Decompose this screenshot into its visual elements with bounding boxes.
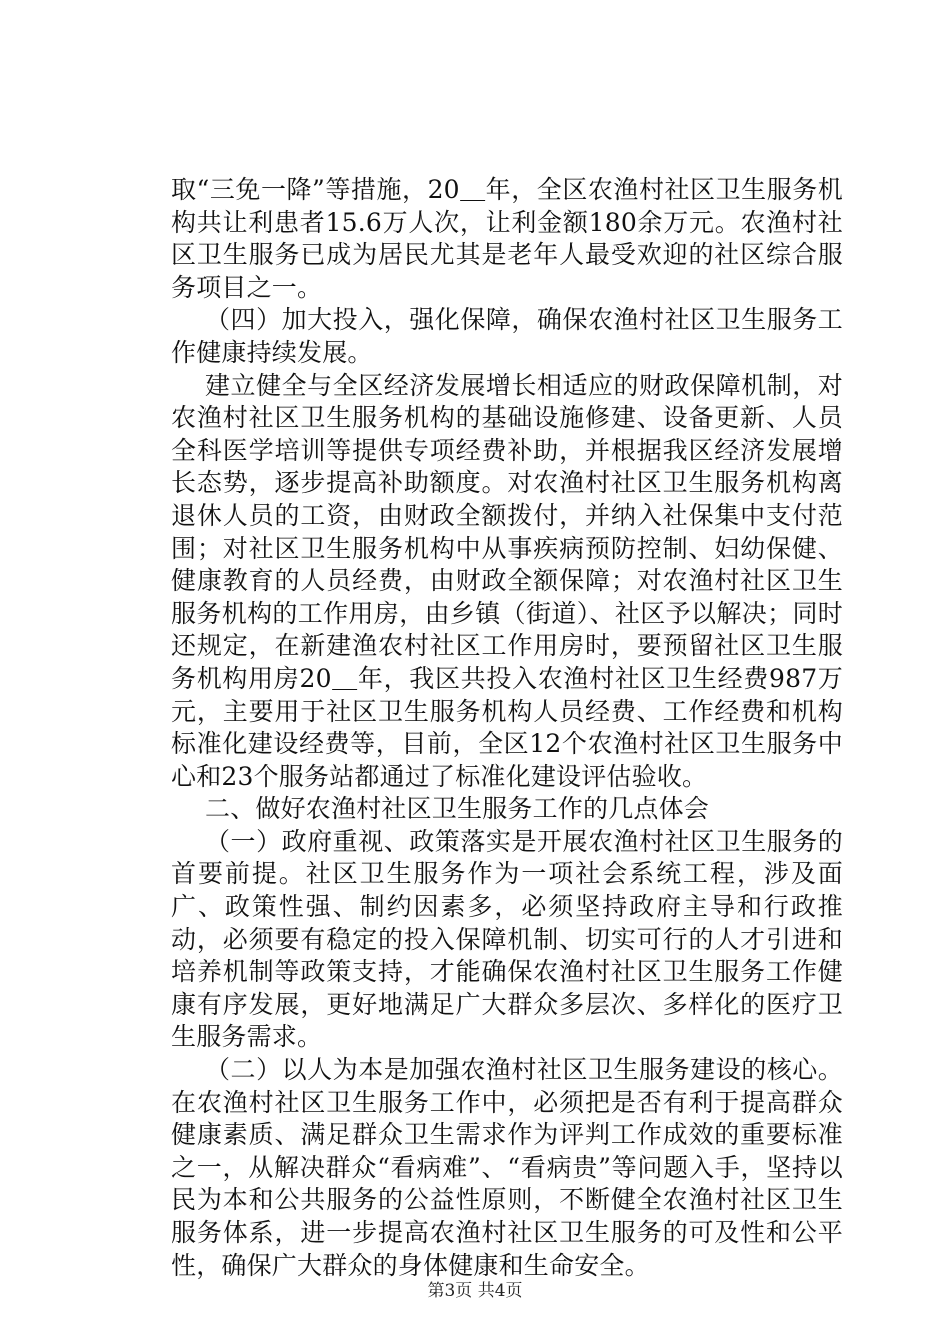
section-heading-two: 二、做好农渔村社区卫生服务工作的几点体会 [205,794,710,824]
paragraph-funding: 建立健全与全区经济发展增长相适应的财政保障机制，对农渔村社区卫生服务机构的基础设施修建、设备更新、人员全科医学培训等提供专项经费补助，并根据我区经济发展增长态势，逐步提高补助额度。对农渔村社区卫生服务机构离退休人员的工资，由财政全额拨付，并纳入社保集中支付范围；对社区卫生服务机构中从事疾病预防控制、妇幼保健、健康教育的人员经费，由财政全额保障；对农渔村社区卫生服务机构的工作用房，由乡镇（街道）、社区予以解决；同时还规定，在新建渔农村社区工作用房时，要预留社区卫生服务机构用房20＿年，我区共投入农渔村社区卫生经费987万元，主要用于社区卫生服务机构人员经费、工作经费和机构标准化建设经费等，目前，全区12个农渔村社区卫生服务中心和23个服务站都通过了标准化建设评估验收。 [171,370,843,791]
document-body [171,174,843,1282]
section-heading-four: （四）加大投入，强化保障，确保农渔村社区卫生服务工作健康持续发展。 [171,305,843,367]
page-footer [0,1276,950,1301]
paragraph-measures-continued: 取“三免一降”等措施，20＿年，全区农渔村社区卫生服务机构共让利患者15.6万人次，让利金额180余万元。农渔村社区卫生服务已成为居民尤其是老年人最受欢迎的社区综合服务项目之一。 [171,175,843,302]
paragraph-experience-one: （一）政府重视、政策落实是开展农渔村社区卫生服务的首要前提。社区卫生服务作为一项社会系统工程，涉及面广、政策性强、制约因素多，必须坚持政府主导和行政推动，必须要有稳定的投入保障机制、切实可行的人才引进和培养机制等政策支持，才能确保农渔村社区卫生服务工作健康有序发展，更好地满足广大群众多层次、多样化的医疗卫生服务需求。 [171,826,843,1052]
paragraph-experience-two: （二）以人为本是加强农渔村社区卫生服务建设的核心。在农渔村社区卫生服务工作中，必须把是否有利于提高群众健康素质、满足群众卫生需求作为评判工作成效的重要标准之一，从解决群众“看病难”、“看病贵”等问题入手，坚持以民为本和公共服务的公益性原则，不断健全农渔村社区卫生服务体系，进一步提高农渔村社区卫生服务的可及性和公平性，确保广大群众的身体健康和生命安全。 [171,1055,843,1280]
page-number-label: 第3页 共4页 [427,1281,523,1301]
